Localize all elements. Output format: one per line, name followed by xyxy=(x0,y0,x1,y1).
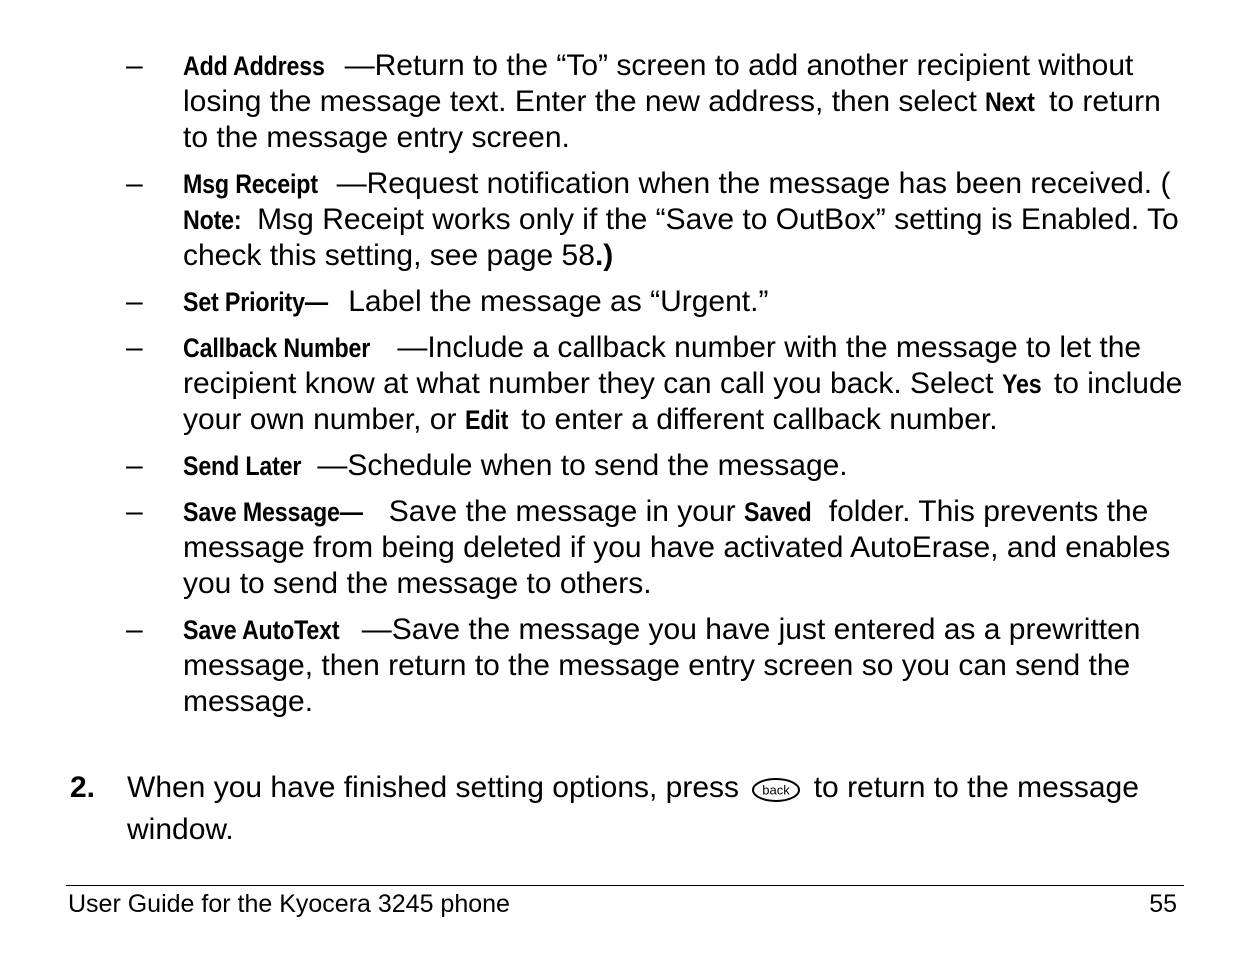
keyword-saved: Saved xyxy=(744,497,812,527)
option-msg-receipt xyxy=(126,166,1186,274)
footer-divider xyxy=(66,885,1184,886)
list-dash: – xyxy=(126,167,143,200)
option-description-end: to enter a different callback number. xyxy=(512,403,998,436)
step-2 xyxy=(70,770,1180,848)
keyword-next: Next xyxy=(985,87,1035,117)
option-description-end: .) xyxy=(594,239,614,272)
option-description: —Request notification when the message has been received. ( xyxy=(336,167,1171,200)
option-description-cont: to return to the message entry screen. xyxy=(183,85,1161,154)
option-term: Add Address xyxy=(183,51,325,81)
option-description: Save the message in your xyxy=(388,495,744,528)
option-description: —Return to the “To” screen to add another recipient without losing the message text. Enter the new address, then select xyxy=(183,49,1134,118)
option-term: Send Later xyxy=(183,451,302,481)
option-term: Save AutoText xyxy=(183,615,340,645)
option-add-address xyxy=(126,48,1186,156)
option-term: Set Priority— xyxy=(183,287,328,317)
back-key-label: back xyxy=(762,782,791,798)
option-set-priority xyxy=(126,284,1186,320)
option-term: Msg Receipt xyxy=(183,169,318,199)
list-dash: – xyxy=(126,285,143,318)
step-text-before: When you have finished setting options, press xyxy=(127,771,748,804)
list-dash: – xyxy=(126,331,143,364)
keyword-yes: Yes xyxy=(1001,369,1042,399)
list-dash: – xyxy=(126,495,143,528)
step-text xyxy=(127,770,1180,848)
option-save-autotext xyxy=(126,612,1186,720)
footer-title: User Guide for the Kyocera 3245 phone xyxy=(68,890,510,918)
option-send-later xyxy=(126,448,1186,484)
option-description: —Include a callback number with the message to let the recipient know at what number they can call you back. Select xyxy=(183,331,1142,400)
option-description: Label the message as “Urgent.” xyxy=(348,285,769,318)
option-term: Callback Number xyxy=(183,333,371,363)
option-callback-number xyxy=(126,330,1186,438)
page-number: 55 xyxy=(1149,890,1177,918)
option-description: —Schedule when to send the message. xyxy=(317,449,848,482)
option-description: —Save the message you have just entered as a prewritten message, then return to the message entry screen so you can send the message. xyxy=(183,613,1141,718)
option-description-cont: Msg Receipt works only if the “Save to OutBox” setting is Enabled. To check this setting, see page 58 xyxy=(183,203,1179,272)
list-dash: – xyxy=(126,449,143,482)
step-text-after: to return to the message window. xyxy=(127,771,1139,846)
step-number: 2. xyxy=(70,771,96,804)
note-label: Note: xyxy=(183,205,242,235)
options-list xyxy=(126,48,1186,730)
keyword-edit: Edit xyxy=(464,405,508,435)
option-save-message xyxy=(126,494,1186,602)
option-term: Save Message— xyxy=(183,497,363,527)
back-key-icon xyxy=(751,776,801,812)
option-description-cont: folder. This prevents the message from being deleted if you have activated AutoErase, and enables you to send the message to others. xyxy=(183,495,1171,600)
option-description-cont: to include your own number, or xyxy=(183,367,1183,436)
list-dash: – xyxy=(126,49,143,82)
list-dash: – xyxy=(126,613,143,646)
